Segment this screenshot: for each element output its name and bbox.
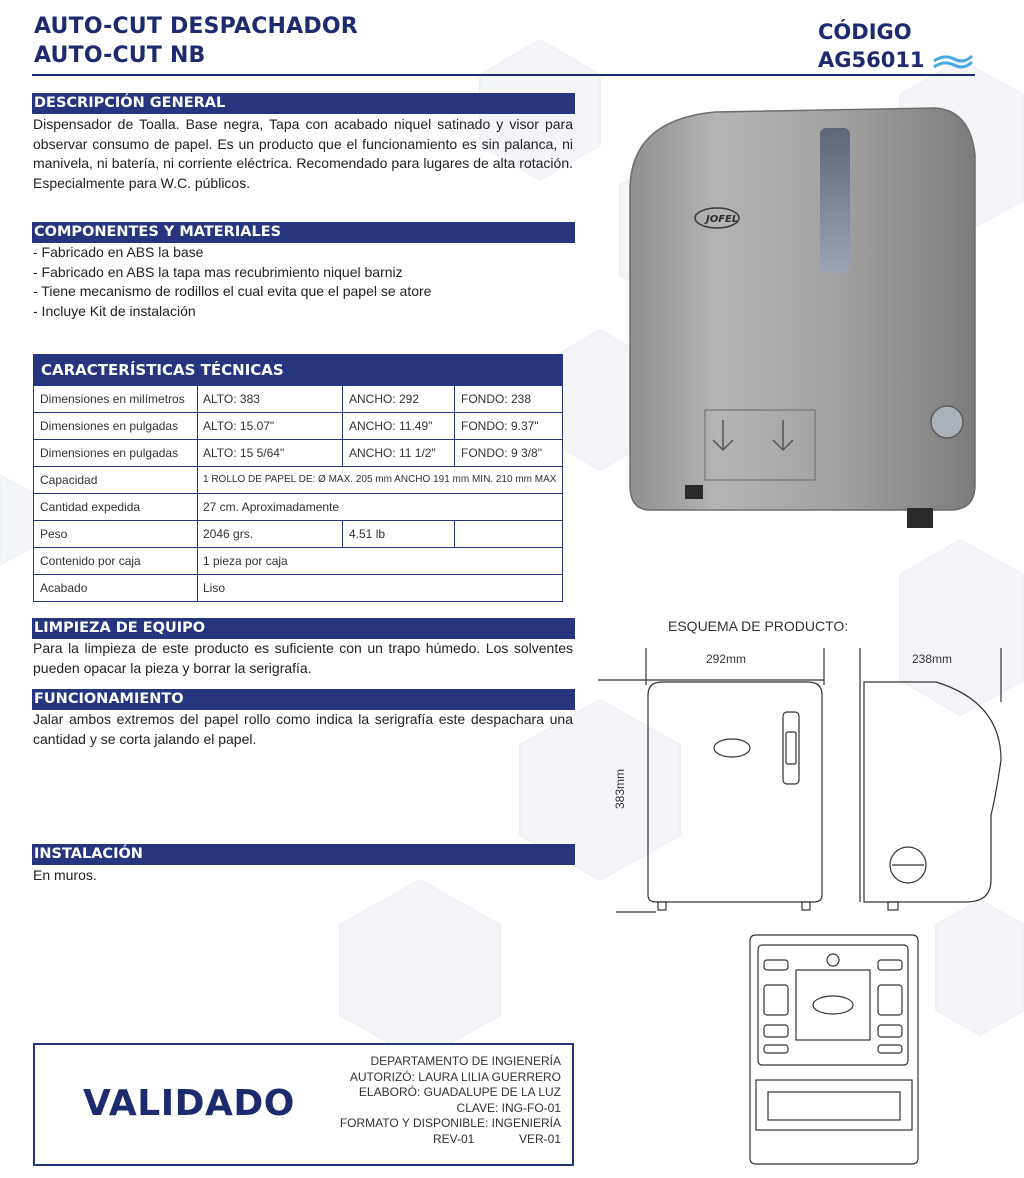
revision-label: REV-01: [433, 1131, 475, 1146]
validado-stamp: VALIDADO: [83, 1083, 295, 1124]
list-item: - Fabricado en ABS la tapa mas recubrimiento niquel barniz: [33, 263, 403, 280]
spec-value: 1 ROLLO DE PAPEL DE: Ø MAX. 205 mm ANCHO 191 mm MIN. 210 mm MAX: [203, 474, 557, 485]
list-item: - Fabricado en ABS la base: [33, 244, 204, 260]
spec-value: ANCHO: 292: [349, 392, 420, 406]
spec-value: ALTO: 383: [203, 392, 260, 406]
footer-line: FORMATO Y DISPONIBLE: INGENIERÍA: [339, 1116, 561, 1130]
product-title-line-2: AUTO-CUT NB: [34, 43, 206, 68]
funcionamiento-text: Jalar ambos extremos del papel rollo como indica la serigrafía este despachara una cantidad y se corta jalando el papel.: [33, 711, 573, 747]
spec-value: FONDO: 238: [461, 392, 532, 406]
table-row: [34, 385, 562, 412]
spec-value: [457, 521, 461, 547]
table-row: [34, 466, 562, 493]
section-descripcion-heading: DESCRIPCIÓN GENERAL: [32, 93, 575, 114]
section-limpieza-heading: LIMPIEZA DE EQUIPO: [32, 618, 575, 639]
footer-line: ELABORÓ: GUADALUPE DE LA LUZ: [358, 1085, 561, 1099]
spec-value: 1 pieza por caja: [203, 554, 288, 568]
dimension-depth-label: 238mm: [912, 652, 953, 666]
list-item: - Incluye Kit de instalación: [33, 303, 196, 320]
footer-approval-block: [335, 1054, 561, 1147]
descripcion-text: Dispensador de Toalla. Base negra, Tapa con acabado niquel satinado y visor para observar consumo de papel. Es un producto que el funcionamiento es sin palanca, ni manivela, ni batería, ni corriente eléctrica. Recomendado para lugares de alta rotación. Especialmente para W.C. públicos.: [33, 116, 573, 192]
spec-label: Dimensiones en pulgadas: [40, 419, 179, 433]
spec-value: 27 cm. Aproximadamente: [203, 500, 340, 514]
version-label: VER-01: [518, 1131, 561, 1146]
limpieza-text: Para la limpieza de este producto es suficiente con un trapo húmedo. Los solventes pueden opacar la pieza y borrar la serigrafía.: [33, 640, 573, 676]
validation-box: [33, 1043, 574, 1166]
esquema-title: ESQUEMA DE PRODUCTO:: [668, 618, 849, 634]
section-componentes-heading: COMPONENTES Y MATERIALES: [32, 222, 575, 243]
table-row: [34, 493, 562, 520]
spec-label: Contenido por caja: [40, 554, 141, 568]
dimension-height-label: 383mm: [613, 768, 628, 810]
spec-value: ALTO: 15.07": [203, 419, 275, 433]
spec-label: Acabado: [40, 581, 88, 595]
brand-wave-icon: [932, 52, 974, 72]
spec-value: FONDO: 9.37": [461, 419, 539, 433]
spec-table-heading: CARACTERÍSTICAS TÉCNICAS: [34, 355, 562, 385]
spec-label: Cantidad expedida: [40, 500, 141, 514]
brand-logo-text: JOFEL: [706, 214, 739, 225]
footer-line: AUTORIZÓ: LAURA LILIA GUERRERO: [349, 1069, 561, 1084]
table-row: [34, 412, 562, 439]
spec-value: 4.51 lb: [349, 527, 386, 541]
table-row: [34, 520, 562, 547]
codigo-label: CÓDIGO: [818, 20, 912, 44]
spec-label: Capacidad: [40, 473, 98, 487]
header-divider: [32, 74, 975, 76]
section-instalacion-heading: INSTALACIÓN: [32, 844, 575, 865]
footer-line: CLAVE: ING-FO-01: [456, 1100, 561, 1115]
product-title-line-1: AUTO-CUT DESPACHADOR: [34, 14, 358, 39]
spec-value: ANCHO: 11.49": [349, 419, 433, 433]
codigo-value: AG56011: [818, 48, 925, 72]
footer-line: DEPARTAMENTO DE INGIENERÍA: [370, 1054, 561, 1068]
table-row: [34, 574, 562, 601]
spec-value: ALTO: 15 5/64": [203, 446, 285, 460]
instalacion-text: En muros.: [33, 867, 97, 883]
spec-value: Liso: [203, 581, 226, 595]
dimension-width-label: 292mm: [706, 652, 747, 666]
spec-label: Dimensiones en milímetros: [40, 392, 185, 406]
componentes-list: [33, 243, 573, 322]
table-row: [34, 439, 562, 466]
product-photo: [615, 100, 985, 535]
spec-label: Peso: [40, 527, 68, 541]
list-item: - Tiene mecanismo de rodillos el cual evita que el papel se atore: [33, 283, 432, 300]
table-row: [34, 547, 562, 574]
spec-label: Dimensiones en pulgadas: [40, 446, 179, 460]
spec-value: 2046 grs.: [203, 527, 254, 541]
section-funcionamiento-heading: FUNCIONAMIENTO: [32, 689, 575, 710]
product-schematic: [596, 640, 1016, 1170]
spec-value: FONDO: 9 3/8": [461, 446, 542, 460]
spec-value: ANCHO: 11 1/2": [349, 446, 436, 460]
spec-table: [33, 354, 563, 602]
